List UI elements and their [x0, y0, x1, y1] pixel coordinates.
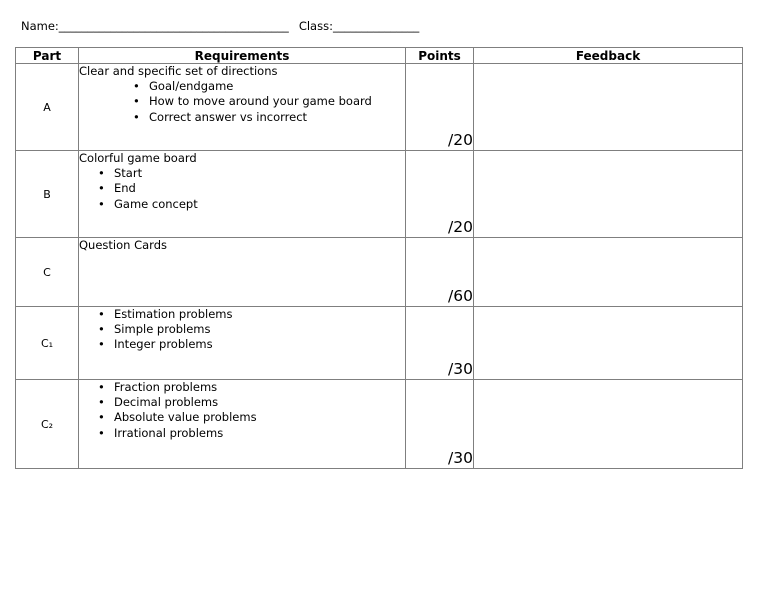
column-header-feedback: Feedback: [474, 48, 743, 64]
requirement-list: [79, 307, 405, 353]
requirements-cell: [79, 64, 406, 151]
list-item: • Irrational problems: [114, 426, 405, 441]
list-item: • Simple problems: [114, 322, 405, 337]
list-item: • Integer problems: [114, 337, 405, 352]
requirement-intro: Clear and specific set of directions: [79, 64, 278, 78]
table-row: [16, 238, 743, 307]
requirements-cell: [79, 238, 406, 307]
list-item: • How to move around your game board: [149, 94, 405, 109]
list-item: • Game concept: [114, 197, 405, 212]
points-cell[interactable]: /20: [406, 151, 474, 238]
feedback-cell[interactable]: [474, 307, 743, 380]
rubric-table: [15, 47, 743, 469]
list-item: • Estimation problems: [114, 307, 405, 322]
list-item: • Goal/endgame: [149, 79, 405, 94]
list-item: • End: [114, 181, 405, 196]
student-info-header: [21, 19, 419, 33]
feedback-cell[interactable]: [474, 151, 743, 238]
list-item: • Fraction problems: [114, 380, 405, 395]
points-cell[interactable]: /30: [406, 380, 474, 469]
class-field-label[interactable]: Class:_______________: [298, 19, 420, 33]
feedback-cell[interactable]: [474, 238, 743, 307]
requirements-cell: [79, 380, 406, 469]
list-item: • Decimal problems: [114, 395, 405, 410]
requirement-intro: Question Cards: [79, 238, 167, 252]
part-cell: C: [16, 238, 79, 307]
table-header-row: [16, 48, 743, 64]
name-field-label[interactable]: Name:________________________________________: [21, 19, 289, 33]
column-header-requirements: Requirements: [79, 48, 406, 64]
table-row: [16, 151, 743, 238]
requirement-intro: Colorful game board: [79, 151, 197, 165]
requirement-list: [79, 166, 405, 212]
requirement-list: [79, 79, 405, 125]
requirements-cell: [79, 151, 406, 238]
part-cell: A: [16, 64, 79, 151]
column-header-points: Points: [406, 48, 474, 64]
feedback-cell[interactable]: [474, 64, 743, 151]
table-row: [16, 380, 743, 469]
part-cell: C₂: [16, 380, 79, 469]
requirements-cell: [79, 307, 406, 380]
table-row: [16, 307, 743, 380]
list-item: • Start: [114, 166, 405, 181]
part-cell: C₁: [16, 307, 79, 380]
part-cell: B: [16, 151, 79, 238]
feedback-cell[interactable]: [474, 380, 743, 469]
points-cell[interactable]: /20: [406, 64, 474, 151]
points-cell[interactable]: /30: [406, 307, 474, 380]
list-item: • Absolute value problems: [114, 410, 405, 425]
column-header-part: Part: [16, 48, 79, 64]
points-cell[interactable]: /60: [406, 238, 474, 307]
table-row: [16, 64, 743, 151]
requirement-list: [79, 380, 405, 441]
list-item: • Correct answer vs incorrect: [149, 110, 405, 125]
